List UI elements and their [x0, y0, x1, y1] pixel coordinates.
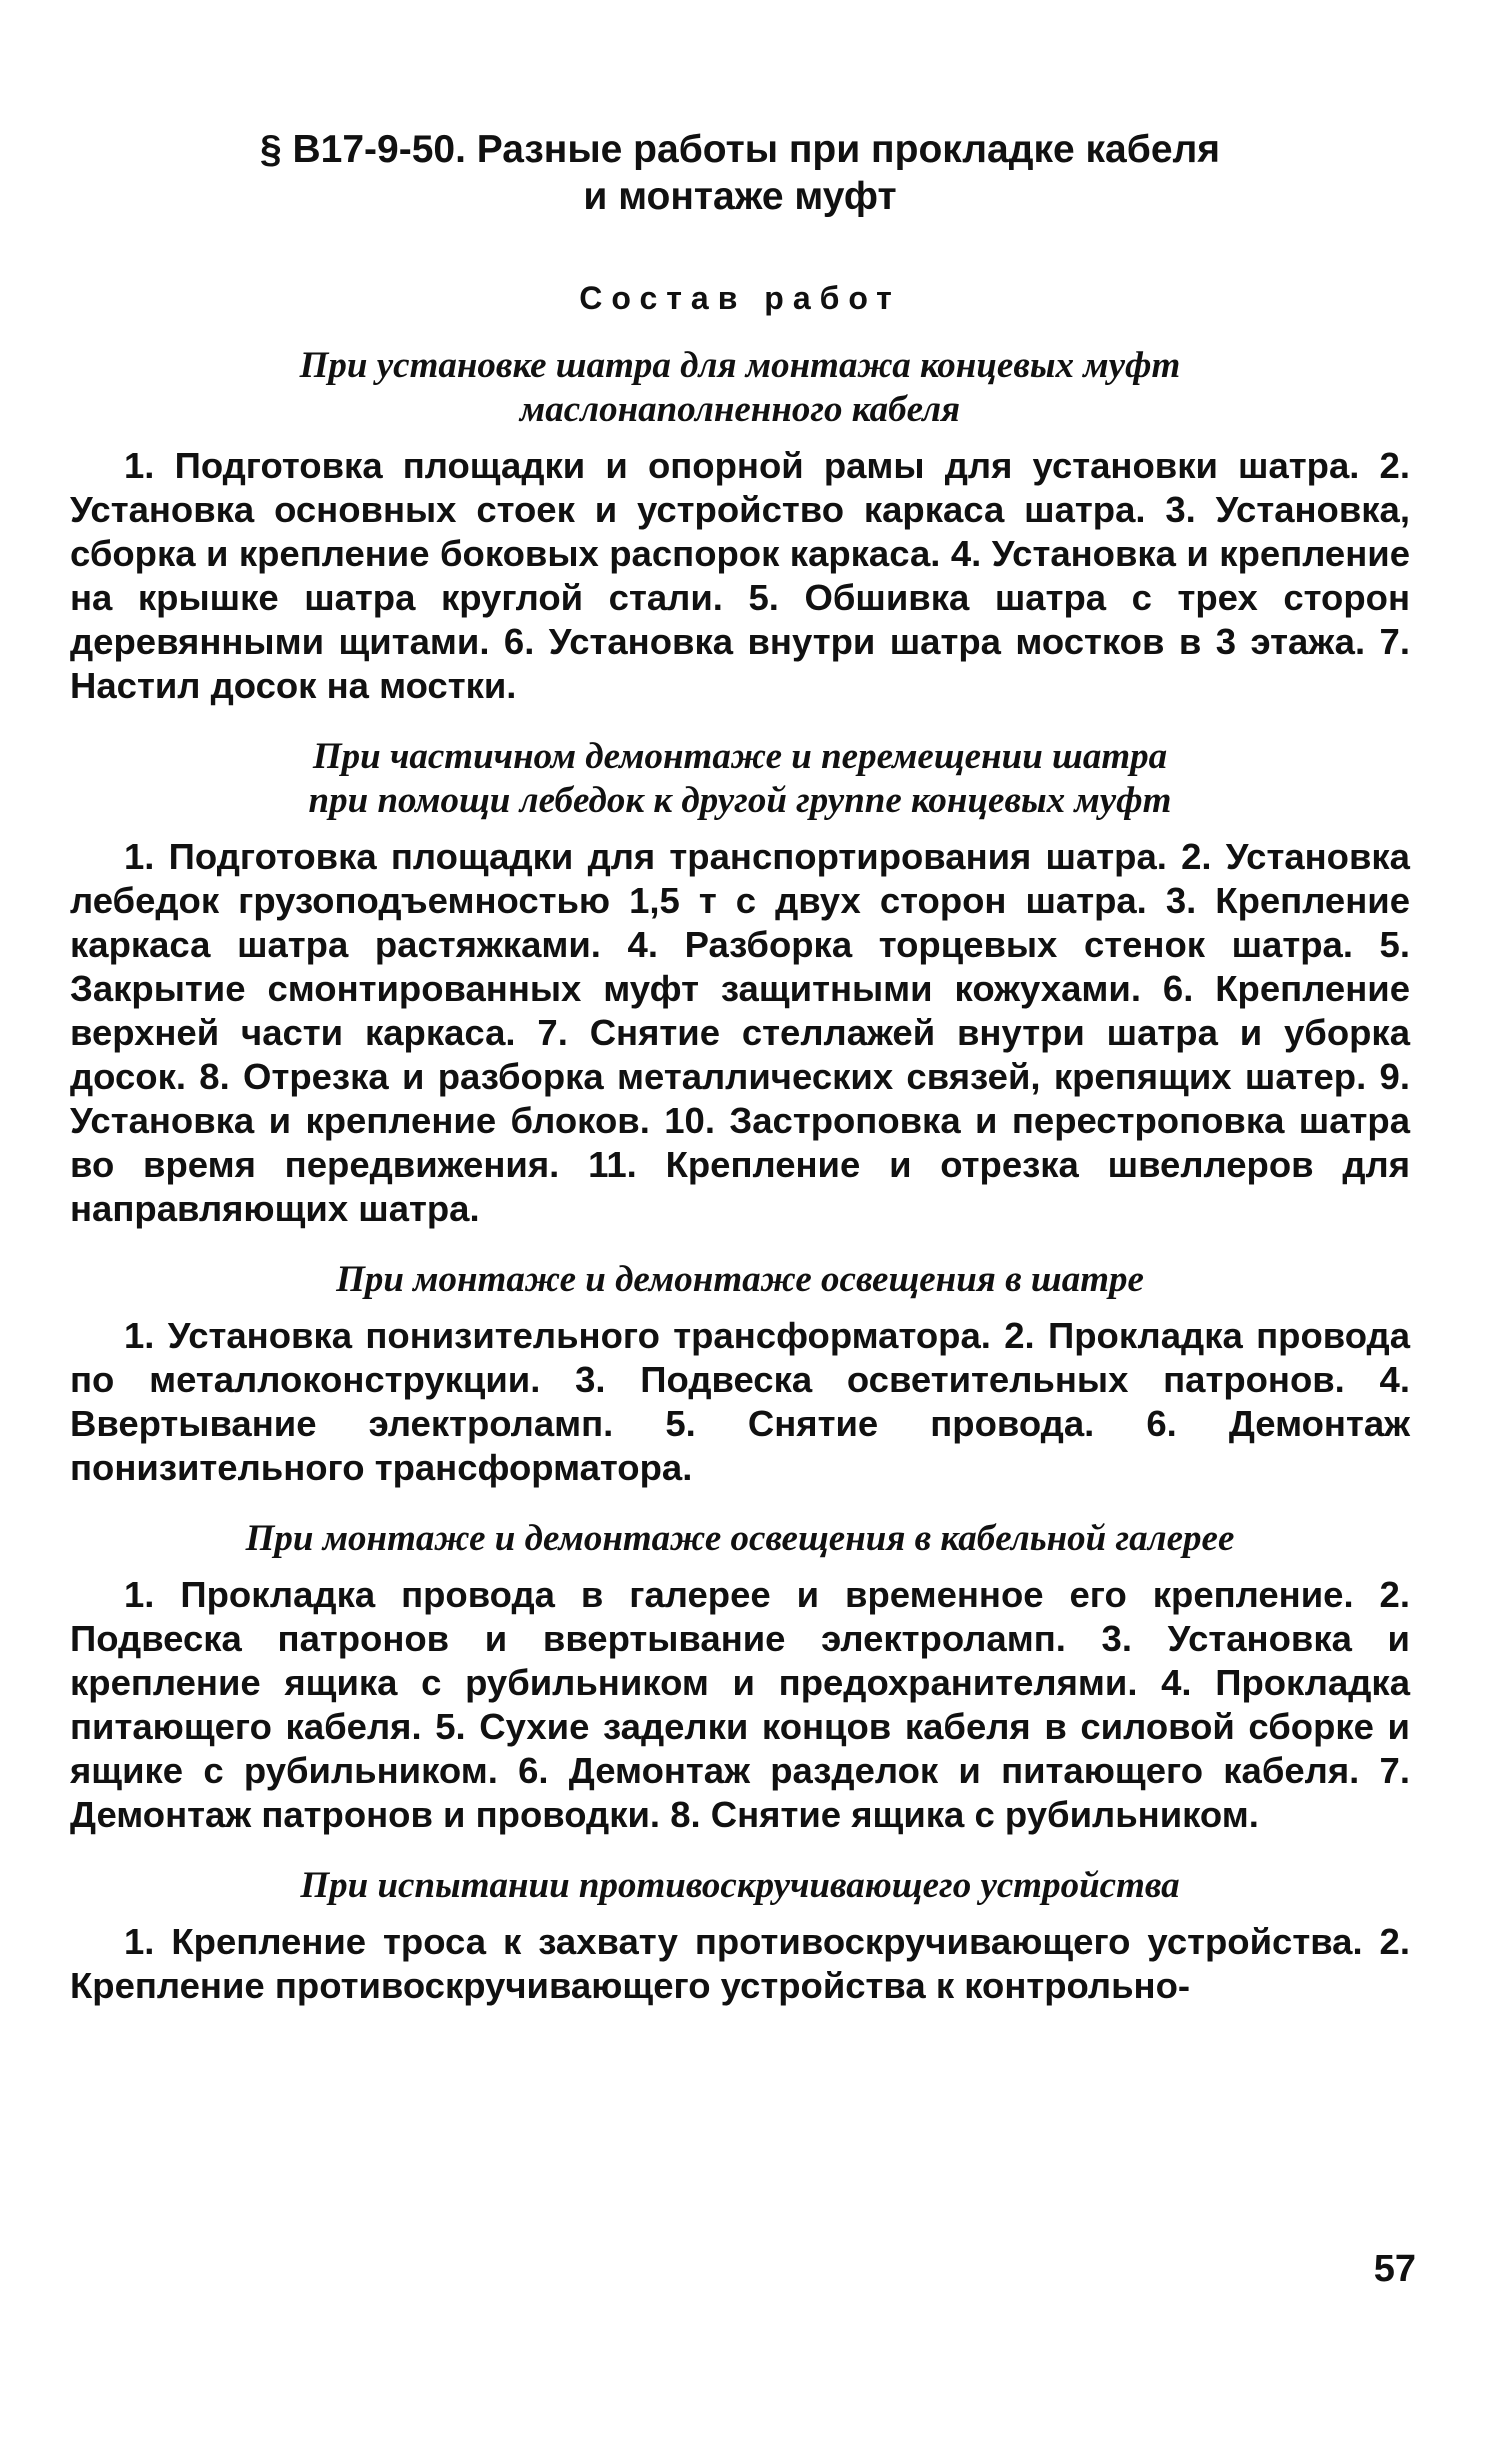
section-title — [70, 1864, 1410, 1908]
page-number: 57 — [1373, 2248, 1416, 2290]
section-body: 1. Крепление троса к захвату противоскручивающего устройства. 2. Крепление противоскручивающего устройства к контрольно- — [70, 1921, 1410, 2006]
section-title-line1: При установке шатра для монтажа концевых муфт — [299, 345, 1181, 386]
section-tent-relocation — [70, 735, 1410, 1231]
section-heading — [70, 126, 1410, 220]
document-page — [70, 126, 1410, 2035]
section-body: 1. Подготовка площадки для транспортирования шатра. 2. Установка лебедок грузоподъемностью 1,5 т с двух сторон шатра. 3. Крепление каркаса шатра растяжками. 4. Разборка торцевых стенок шатра. 5. Закрытие смонтированных муфт защитными кожухами. 6. Крепление верхней части каркаса. 7. Снятие стеллажей внутри шатра и уборка досок. 8. Отрезка и разборка металлических связей, крепящих шатер. 9. Установка и крепление блоков. 10. Застроповка и перестроповка шатра во время передвижения. 11. Крепление и отрезка швеллеров для направляющих шатра. — [70, 836, 1410, 1229]
section-title — [70, 1517, 1410, 1561]
section-title — [70, 1258, 1410, 1302]
section-heading-line2: и монтаже муфт — [583, 175, 897, 218]
section-tent-installation — [70, 344, 1410, 708]
section-title-line2: при помощи лебедок к другой группе концевых муфт — [308, 780, 1172, 821]
section-title-line2: маслонаполненного кабеля — [519, 389, 961, 430]
section-title — [70, 344, 1410, 432]
section-body: 1. Установка понизительного трансформатора. 2. Прокладка провода по металлоконструкции. 3. Подвеска осветительных патронов. 4. Ввертывание электроламп. 5. Снятие провода. 6. Демонтаж понизительного трансформатора. — [70, 1315, 1410, 1488]
section-anti-twist-test — [70, 1864, 1410, 2008]
section-title — [70, 735, 1410, 823]
section-gallery-lighting — [70, 1517, 1410, 1837]
section-title-line1: При испытании противоскручивающего устройства — [300, 1865, 1180, 1906]
section-heading-line1: § В17-9-50. Разные работы при прокладке кабеля — [259, 128, 1221, 171]
section-body: 1. Прокладка провода в галерее и временное его крепление. 2. Подвеска патронов и ввертывание электроламп. 3. Установка и крепление ящика с рубильником и предохранителями. 4. Прокладка питающего кабеля. 5. Сухие заделки концов кабеля в силовой сборке и ящике с рубильником. 6. Демонтаж разделок и питающего кабеля. 7. Демонтаж патронов и проводки. 8. Снятие ящика с рубильником. — [70, 1574, 1410, 1835]
section-title-line1: При монтаже и демонтаже освещения в шатре — [336, 1259, 1144, 1300]
section-tent-lighting — [70, 1258, 1410, 1490]
section-body: 1. Подготовка площадки и опорной рамы для установки шатра. 2. Установка основных стоек и устройство каркаса шатра. 3. Установка, сборка и крепление боковых распорок каркаса. 4. Установка и крепление на крышке шатра круглой стали. 5. Обшивка шатра с трех сторон деревянными щитами. 6. Установка внутри шатра мостков в 3 этажа. 7. Настил досок на мостки. — [70, 445, 1410, 706]
section-title-line1: При монтаже и демонтаже освещения в кабельной галерее — [245, 1518, 1235, 1559]
section-title-line1: При частичном демонтаже и перемещении шатра — [312, 736, 1168, 777]
composition-title: Состав работ — [579, 280, 901, 316]
